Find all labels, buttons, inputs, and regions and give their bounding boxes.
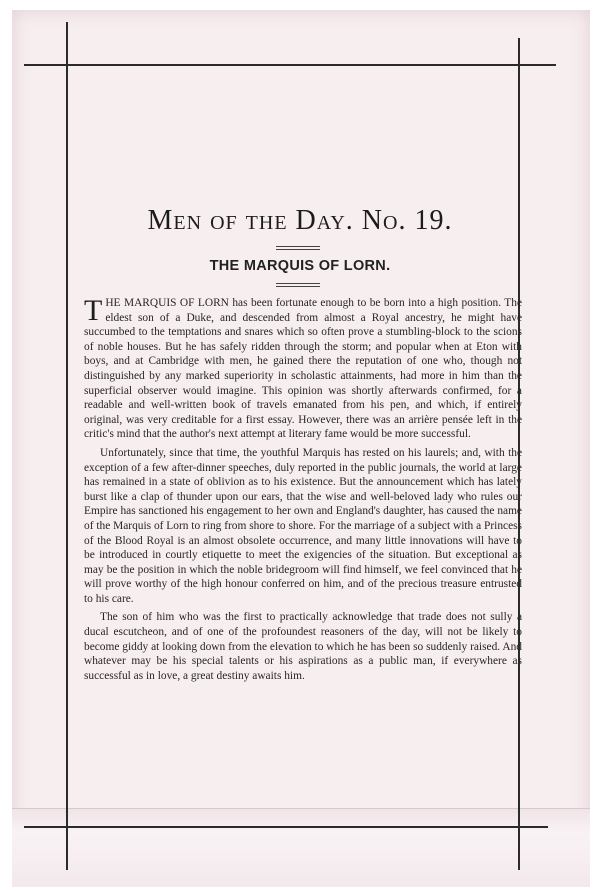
page-title: Men of the Day. No. 19. <box>147 205 453 236</box>
article-subtitle: THE MARQUIS OF LORN. <box>209 258 391 274</box>
border-bottom-rule <box>24 826 548 828</box>
page-fold <box>12 808 590 887</box>
paragraph-3: The son of him who was the first to practically acknowledge that trade does not sully a ducal escutcheon, and of one of the profoundest reasoners of the day, will not be likely to become giddy at looking down from the elevation to which he has been so suddenly raised. And whatever may be his special talents or his aspirations as a public man, if everywhere as successful as in love, a great destiny awaits him. <box>84 611 522 682</box>
drop-cap: T <box>84 294 103 327</box>
border-left-rule <box>66 22 68 870</box>
paragraph-2: Unfortunately, since that time, the youthful Marquis has rested on his laurels; and, with the exception of a few after-dinner speeches, duly reported in the public journals, the world at large has remained in a state of oblivion as to his existence. But the announcement which has lately burst like a clap of thunder upon our ears, that the wise and well-beloved lady who rules our Empire has sanctioned his engagement to her own and England's daughter, has caused the name of the Marquis of Lorn to ring from shore to shore. For the marriage of a subject with a Princess of the Blood Royal is an almost obsolete occurrence, and many little innovations will have to be introduced in courtly etiquette to meet the exigencies of the situation. But exceptional as may be the position in which the noble bridegroom will find himself, we feel convinced that he will prove worthy of the high honour conferred on him, and of the precious treasure entrusted to his care. <box>84 446 522 605</box>
paragraph-1-text: HE MARQUIS OF LORN has been fortunate enough to be born into a high position. The eldest son of a Duke, and descended from almost a Royal ancestry, he might have succumbed to the temptations and snares which so often prove a stumbling-block to the scions of noble houses. But he has safely ridden through the storm; and popular when at Eton with boys, and at Cambridge with men, he gained there the reputation of one who, though not distinguished by any marked superiority in scholastic attainments, had more in him than the superficial observer would imagine. This opinion was shortly afterwards confirmed, for a readable and well-written book of travels emanated from his pen, and which, if entirely original, was very creditable for a first essay. However, there was an arrière pensée left in the critic's mind that the author's next attempt at literary fame would be more successful. <box>84 297 522 441</box>
article-body <box>84 296 522 687</box>
paragraph-1 <box>84 296 522 442</box>
title-divider <box>276 246 320 250</box>
border-top-rule <box>24 64 556 66</box>
subtitle-divider <box>276 283 320 287</box>
